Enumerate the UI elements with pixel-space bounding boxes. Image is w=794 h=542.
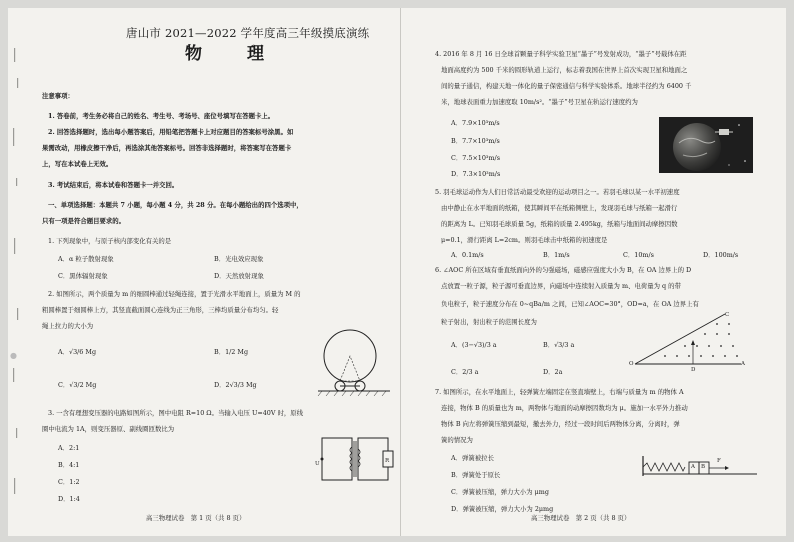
option-c: C．弹簧被压缩，弹力大小为 μmg xyxy=(451,488,549,496)
question-stem: 地面高度约为 500 千米的圆形轨道上运行，标志着我国在世界上首次实现卫星和地面之 xyxy=(441,66,688,74)
option-b: B．1/2 Mg xyxy=(214,348,249,356)
figure-label-force: F xyxy=(717,458,721,464)
question-stem: 负电粒子，粒子速度分布在 0~qBa/m 之间，已知∠AOC=30°，OD=a，在 OA 边界上有 xyxy=(441,300,699,308)
option-b: B．7.7×10³m/s xyxy=(451,137,500,145)
notice-item: 果需改动，用橡皮擦干净后，再选涂其他答案标号。回答非选择题时，将答案写在答题卡 xyxy=(42,144,292,152)
option-d: D．100m/s xyxy=(703,251,739,259)
figure-label-o: O xyxy=(629,361,634,367)
figure-label-u: U xyxy=(315,461,320,467)
option-a: A．弹簧被拉长 xyxy=(451,454,494,462)
question-stem: 7. 如图所示，在水平地面上，轻弹簧左端固定在竖直墙壁上，右端与质量为 m 的物体 A xyxy=(435,388,684,396)
question-stem: 5. 羽毛球运动作为人们日常活动最受欢迎的运动项目之一。若羽毛球以某一水平初速度 xyxy=(435,188,680,196)
question-stem: 米，地球表面重力加速度取 10m/s²。“墨子”号卫星在轨运行速度约为 xyxy=(441,98,638,106)
page-1 xyxy=(8,8,400,536)
notice-item: 上，写在本试卷上无效。 xyxy=(42,160,113,168)
question-stem: 由中静止在水平地面的纸箱，使其瞬间平在纸箱侧壁上，发现羽毛球与纸箱一起滑行 xyxy=(441,204,678,212)
question-stem: 1. 下列现象中，与原子核内部变化有关的是 xyxy=(48,237,172,245)
question-stem: μ=0.1，滑行距离 L=2cm。则羽毛球击中纸箱的初速度是 xyxy=(441,236,608,244)
figure-label-r: R xyxy=(385,458,390,464)
question-stem: 粒子射出，射出粒子的范围长度为 xyxy=(441,318,537,326)
option-a: A．α 粒子散射现象 xyxy=(58,255,114,263)
option-d: D．7.3×10³m/s xyxy=(451,170,501,178)
option-a: A．√3/6 Mg xyxy=(58,348,97,356)
option-d: D．1:4 xyxy=(58,495,80,503)
option-a: A．0.1m/s xyxy=(451,251,484,259)
option-d: D．弹簧被压缩，弹力大小为 2μmg xyxy=(451,505,554,513)
option-b: B．弹簧处于原长 xyxy=(451,471,501,479)
option-a: A．2:1 xyxy=(58,444,80,452)
question-stem: 的距离为 L。已知羽毛球质量 5g，纸箱的质量 2.495kg，纸箱与地面间动摩擦因数 xyxy=(441,220,678,228)
question-stem: 粗圆棒置于细圆棒上方，其竖直截面圆心连线为正三角形，三棒均质量分布均匀。轻 xyxy=(42,306,279,314)
section-heading: 只有一项是符合题目要求的。 xyxy=(42,217,126,225)
question-stem: 圈中电流为 1A，则变压器原、副线圈匝数比为 xyxy=(42,425,175,433)
option-c: C．10m/s xyxy=(623,251,654,259)
question-stem: 连接，物体 B 的质量也为 m，两物体与地面的动摩擦因数均为 μ。施加一水平外力推动 xyxy=(441,404,688,412)
notice-item: 1. 答卷前，考生务必将自己的姓名、考生号、考场号、座位号填写在答题卡上。 xyxy=(48,112,275,120)
page-2 xyxy=(401,8,786,536)
option-a: A．(3−√3)/3 a xyxy=(451,341,497,349)
question-stem: 间的量子通信，构建天地一体化的量子保密通信与科学实验体系。地球半径约为 6400 千 xyxy=(441,82,692,90)
page-footer: 高三物理试卷 第 2 页（共 8 页） xyxy=(531,514,631,522)
option-d: D．2a xyxy=(543,368,563,376)
notice-item: 3. 考试结束后，将本试卷和答题卡一并交回。 xyxy=(48,181,179,189)
question-stem: 2. 如图所示，两个质量为 m 的细圆棒通过轻绳连接，置于光滑水平地面上，质量为 M 的 xyxy=(48,290,301,298)
option-c: C．2/3 a xyxy=(451,368,479,376)
question-stem: 3. 一含有理想变压器的电路如图所示，图中电阻 R=10 Ω。当输入电压 U=40V 时，原线 xyxy=(48,409,304,417)
option-b: B．光电效应现象 xyxy=(214,255,264,263)
question-stem: 点放置一粒子源，粒子源可垂直边界，向磁场中连续射入质量为 m、电荷量为 q 的带 xyxy=(441,282,681,290)
option-d: D．2√3/3 Mg xyxy=(214,381,257,389)
option-b: B．√3/3 a xyxy=(543,341,575,349)
figure-label-block-a: A xyxy=(691,464,695,470)
option-c: C．7.5×10³m/s xyxy=(451,154,500,162)
exam-sheet xyxy=(8,8,786,536)
figure-label-block-b: B xyxy=(701,464,706,470)
option-c: C．1:2 xyxy=(58,478,80,486)
question-stem: 6. ∠AOC 所在区域有垂直纸面向外的匀强磁场，磁感应强度大小为 B，在 OA 边界上的 D xyxy=(435,266,692,274)
exam-title: 唐山市 2021—2022 学年度高三年级摸底演练 xyxy=(126,26,370,40)
svg-text:●: ● xyxy=(10,351,17,360)
question-stem: 4. 2016 年 8 月 16 日全球首颗量子科学实验卫星“墨子”号发射成功，“墨子”号载体在距 xyxy=(435,50,687,58)
option-a: A．7.9×10³m/s xyxy=(451,119,500,127)
subject-title: 物 理 xyxy=(185,44,278,64)
question-stem: 簧的情况为 xyxy=(441,436,473,444)
notice-heading: 注意事项： xyxy=(42,92,74,100)
figure-label-d: D xyxy=(691,367,696,373)
option-d: D．天然放射现象 xyxy=(214,272,264,280)
option-b: B．4:1 xyxy=(58,461,80,469)
question-stem: 绳上拉力的大小为 xyxy=(42,322,94,330)
option-c: C．黑体辐射现象 xyxy=(58,272,108,280)
magnetic-field-figure xyxy=(625,310,755,372)
satellite-image xyxy=(659,117,753,173)
figure-label-c: C xyxy=(725,312,730,318)
question-stem: 物体 B 向左将弹簧压缩到最短，撤去外力，经过一段时间后两物体分离，分离时，弹 xyxy=(441,420,680,428)
notice-item: 2. 回答选择题时，选出每小题答案后，用铅笔把答题卡上对应题目的答案标号涂黑。如 xyxy=(48,128,294,136)
rods-figure xyxy=(314,326,394,398)
section-heading: 一、单项选择题：本题共 7 小题，每小题 4 分，共 28 分。在每小题给出的四个选项中， xyxy=(48,201,303,209)
transformer-figure xyxy=(312,433,396,485)
option-c: C．√3/2 Mg xyxy=(58,381,97,389)
figure-label-a: A xyxy=(741,361,745,367)
option-b: B．1m/s xyxy=(543,251,570,259)
page-footer: 高三物理试卷 第 1 页（共 8 页） xyxy=(146,514,246,522)
